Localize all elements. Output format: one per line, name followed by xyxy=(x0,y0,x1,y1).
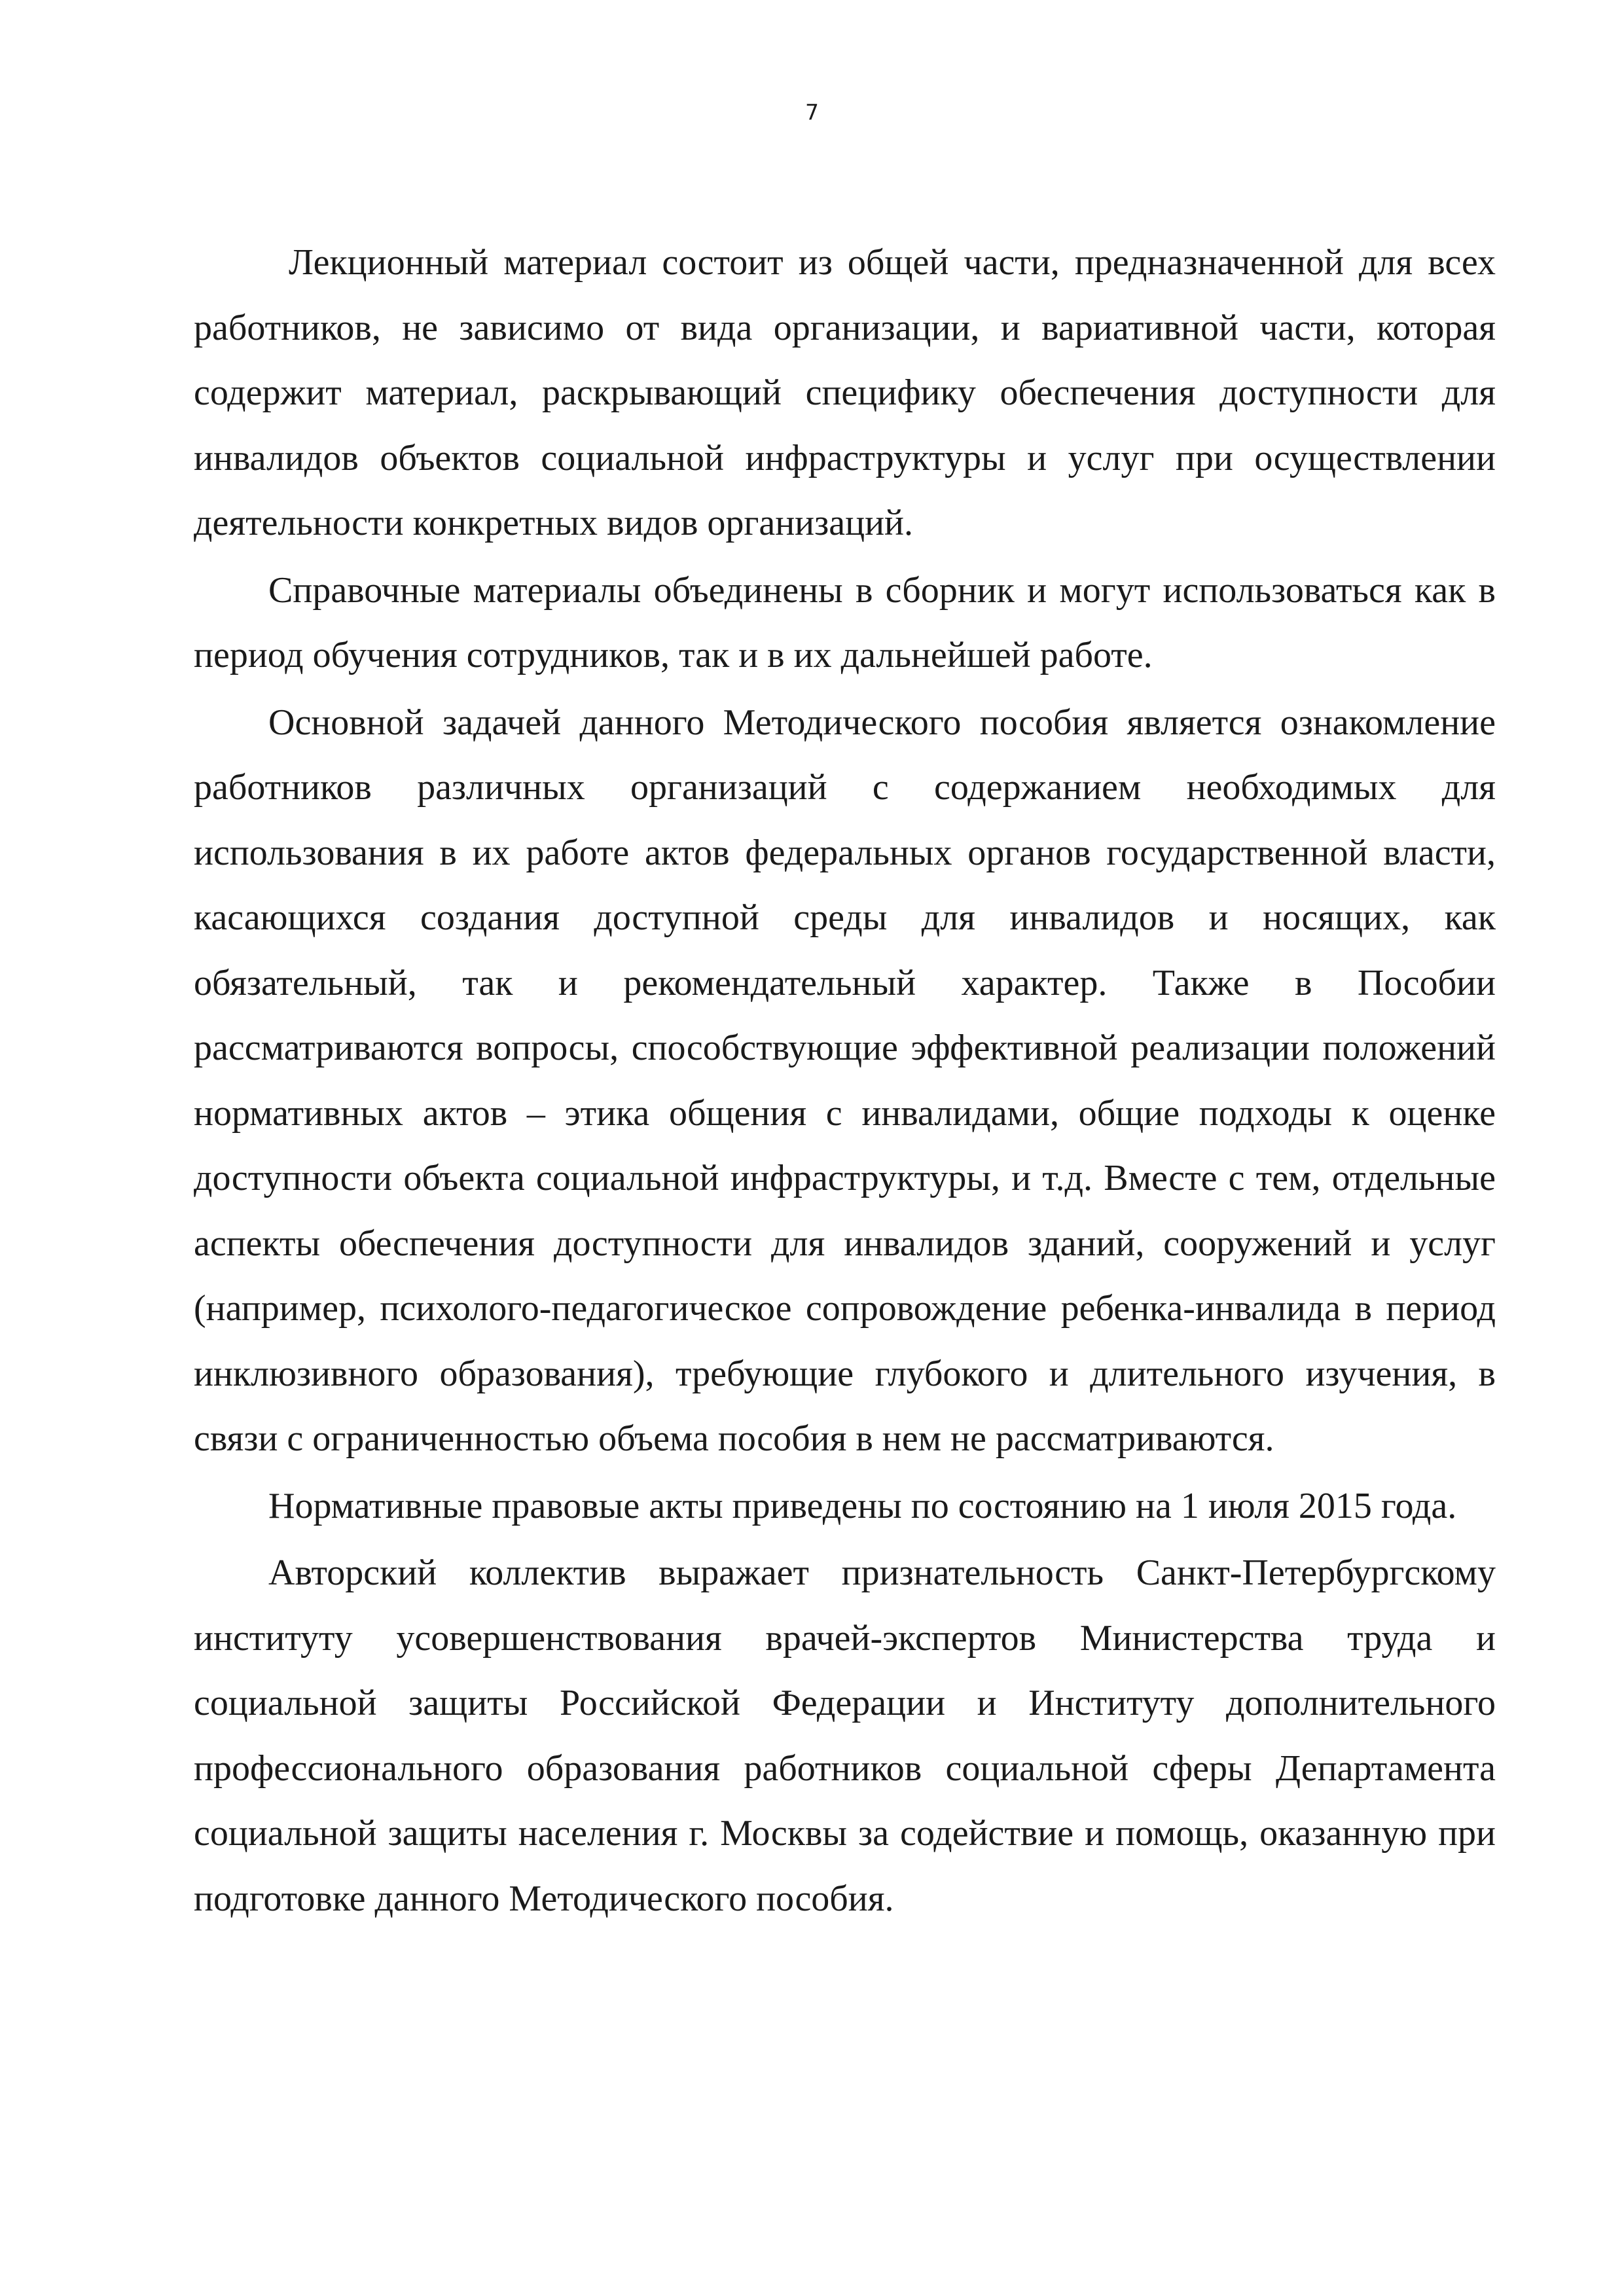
page-number: 7 xyxy=(805,99,819,125)
paragraph-lecture-material: Лекционный материал состоит из общей части, предназначенной для всех работников, не зависимо от вида организации, и вариативной части, которая содержит материал, раскрывающий специфику обеспечения доступности для инвалидов объектов социальной инфраструктуры и услуг при осуществлении деятельности конкретных видов организаций. xyxy=(194,242,1496,543)
paragraph-acknowledgements: Авторский коллектив выражает признательность Санкт-Петербургскому институту усовершенствования врачей-экспертов Министерства труда и социальной защиты Российской Федерации и Институту дополнительного профессионального образования работников социальной сферы Департамента социальной защиты населения г. Москвы за содействие и помощь, оказанную при подготовке данного Методического пособия. xyxy=(194,1552,1496,1919)
paragraph-legal-acts-date: Нормативные правовые акты приведены по состоянию на 1 июля 2015 года. xyxy=(268,1485,1457,1526)
body-text xyxy=(194,230,1496,1931)
paragraph-reference-materials: Справочные материалы объединены в сборник и могут использоваться как в период обучения сотрудников, так и в их дальнейшей работе. xyxy=(194,569,1496,675)
paragraph-main-objective: Основной задачей данного Методического пособия является ознакомление работников различных организаций с содержанием необходимых для использования в их работе актов федеральных органов государственной власти, касающихся создания доступной среды для инвалидов и носящих, как обязательный, так и рекомендательный характер. Также в Пособии рассматриваются вопросы, способствующие эффективной реализации положений нормативных актов – этика общения с инвалидами, общие подходы к оценке доступности объекта социальной инфраструктуры, и т.д. Вместе с тем, отдельные аспекты обеспечения доступности для инвалидов зданий, сооружений и услуг (например, психолого-педагогическое сопровождение ребенка-инвалида в период инклюзивного образования), требующие глубокого и длительного изучения, в связи с ограниченностью объема пособия в нем не рассматриваются. xyxy=(194,702,1496,1459)
